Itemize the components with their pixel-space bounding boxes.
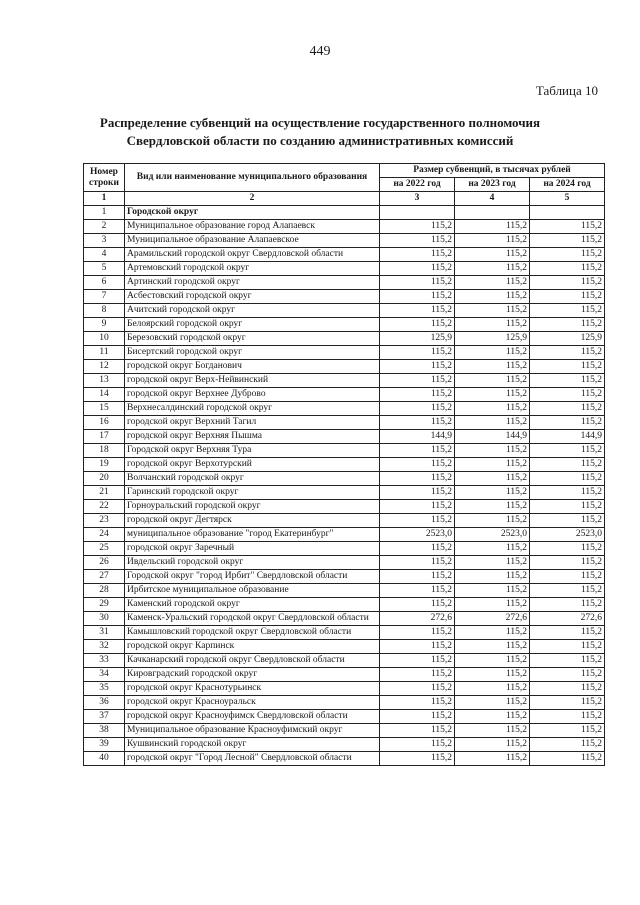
municipality-name: городской округ Верхотурский — [125, 458, 380, 472]
row-number: 20 — [84, 472, 125, 486]
municipality-name: Городской округ "город Ирбит" Свердловской области — [125, 570, 380, 584]
municipality-name: Бисертский городской округ — [125, 346, 380, 360]
table-row — [84, 528, 605, 542]
column-index: 1 — [84, 192, 125, 206]
amount-2022: 115,2 — [380, 724, 455, 738]
row-number: 40 — [84, 752, 125, 766]
amount-2022: 144,9 — [380, 430, 455, 444]
row-number: 15 — [84, 402, 125, 416]
amount-2024: 115,2 — [530, 640, 605, 654]
municipality-name: Муниципальное образование Красноуфимский округ — [125, 724, 380, 738]
municipality-name: Артемовский городской округ — [125, 262, 380, 276]
table-row — [84, 262, 605, 276]
amount-2023: 115,2 — [455, 234, 530, 248]
table-row — [84, 514, 605, 528]
amount-2022: 115,2 — [380, 738, 455, 752]
amount-2024 — [530, 206, 605, 220]
header-year-2022: на 2022 год — [380, 178, 455, 192]
amount-2022: 115,2 — [380, 472, 455, 486]
amount-2023: 115,2 — [455, 486, 530, 500]
amount-2022: 115,2 — [380, 388, 455, 402]
municipality-name: городской округ Дегтярск — [125, 514, 380, 528]
amount-2022: 115,2 — [380, 374, 455, 388]
amount-2022: 115,2 — [380, 290, 455, 304]
amount-2024: 115,2 — [530, 486, 605, 500]
amount-2024: 115,2 — [530, 360, 605, 374]
municipality-name: Каменск-Уральский городской округ Свердловской области — [125, 612, 380, 626]
amount-2022: 115,2 — [380, 752, 455, 766]
amount-2022: 115,2 — [380, 486, 455, 500]
amount-2024: 115,2 — [530, 584, 605, 598]
amount-2022: 115,2 — [380, 654, 455, 668]
table-row — [84, 444, 605, 458]
amount-2023: 115,2 — [455, 640, 530, 654]
row-number: 38 — [84, 724, 125, 738]
amount-2023: 115,2 — [455, 556, 530, 570]
amount-2023: 115,2 — [455, 346, 530, 360]
row-number: 34 — [84, 668, 125, 682]
table-row — [84, 402, 605, 416]
header-name: Вид или наименование муниципального образования — [125, 164, 380, 192]
amount-2024: 115,2 — [530, 654, 605, 668]
amount-2023: 115,2 — [455, 598, 530, 612]
amount-2022: 125,9 — [380, 332, 455, 346]
table-row — [84, 472, 605, 486]
municipality-name: Арамильский городской округ Свердловской области — [125, 248, 380, 262]
amount-2022: 115,2 — [380, 598, 455, 612]
table-row — [84, 374, 605, 388]
amount-2022: 115,2 — [380, 696, 455, 710]
amount-2024: 115,2 — [530, 402, 605, 416]
municipality-name: городской округ Богданович — [125, 360, 380, 374]
municipality-name: городской округ Верхняя Пышма — [125, 430, 380, 444]
municipality-name: Верхнесалдинский городской округ — [125, 402, 380, 416]
amount-2022: 115,2 — [380, 710, 455, 724]
row-number: 18 — [84, 444, 125, 458]
amount-2022: 115,2 — [380, 416, 455, 430]
amount-2024: 115,2 — [530, 458, 605, 472]
table-row — [84, 668, 605, 682]
amount-2023: 115,2 — [455, 220, 530, 234]
table-row — [84, 430, 605, 444]
document-title: Распределение субвенций на осуществление государственного полномочия Свердловской области по созданию административных комиссий — [99, 115, 541, 148]
amount-2024: 115,2 — [530, 374, 605, 388]
table-row — [84, 290, 605, 304]
municipality-name: городской округ Заречный — [125, 542, 380, 556]
row-number: 17 — [84, 430, 125, 444]
amount-2024: 115,2 — [530, 262, 605, 276]
municipality-name: городской округ Карпинск — [125, 640, 380, 654]
amount-2023: 115,2 — [455, 570, 530, 584]
amount-2023: 115,2 — [455, 682, 530, 696]
amount-2022: 115,2 — [380, 458, 455, 472]
table-row — [84, 318, 605, 332]
row-number: 7 — [84, 290, 125, 304]
row-number: 13 — [84, 374, 125, 388]
amount-2022: 115,2 — [380, 318, 455, 332]
amount-2024: 115,2 — [530, 724, 605, 738]
table-row — [84, 388, 605, 402]
row-number: 30 — [84, 612, 125, 626]
municipality-name: городской округ "Город Лесной" Свердловской области — [125, 752, 380, 766]
amount-2022: 115,2 — [380, 626, 455, 640]
column-index: 3 — [380, 192, 455, 206]
table-row — [84, 206, 605, 220]
column-index-row — [84, 192, 605, 206]
municipality-name: Гаринский городской округ — [125, 486, 380, 500]
table-row — [84, 556, 605, 570]
amount-2022: 115,2 — [380, 346, 455, 360]
amount-2022: 115,2 — [380, 248, 455, 262]
municipality-name: Кушвинский городской округ — [125, 738, 380, 752]
amount-2022: 115,2 — [380, 514, 455, 528]
municipality-name: городской округ Верхнее Дуброво — [125, 388, 380, 402]
row-number: 19 — [84, 458, 125, 472]
municipality-name: Асбестовский городской округ — [125, 290, 380, 304]
municipality-name: муниципальное образование "город Екатеринбург" — [125, 528, 380, 542]
amount-2023: 115,2 — [455, 542, 530, 556]
amount-2024: 115,2 — [530, 304, 605, 318]
amount-2024: 115,2 — [530, 710, 605, 724]
row-number: 16 — [84, 416, 125, 430]
amount-2022: 115,2 — [380, 570, 455, 584]
row-number: 36 — [84, 696, 125, 710]
row-number: 22 — [84, 500, 125, 514]
amount-2024: 115,2 — [530, 570, 605, 584]
municipality-name: Горноуральский городской округ — [125, 500, 380, 514]
amount-2023: 115,2 — [455, 724, 530, 738]
amount-2024: 115,2 — [530, 444, 605, 458]
amount-2023: 115,2 — [455, 290, 530, 304]
table-row — [84, 640, 605, 654]
table-row — [84, 304, 605, 318]
amount-2023: 115,2 — [455, 738, 530, 752]
table-label: Таблица 10 — [535, 83, 598, 98]
amount-2024: 115,2 — [530, 682, 605, 696]
amount-2024: 115,2 — [530, 668, 605, 682]
row-number: 32 — [84, 640, 125, 654]
subsidy-table — [83, 163, 605, 766]
amount-2024: 115,2 — [530, 220, 605, 234]
amount-2022: 115,2 — [380, 682, 455, 696]
row-number: 29 — [84, 598, 125, 612]
amount-2023: 115,2 — [455, 500, 530, 514]
table-row — [84, 612, 605, 626]
amount-2024: 125,9 — [530, 332, 605, 346]
amount-2023: 272,6 — [455, 612, 530, 626]
table-row — [84, 416, 605, 430]
municipality-name: Ивдельский городской округ — [125, 556, 380, 570]
amount-2024: 115,2 — [530, 500, 605, 514]
municipality-name: городской округ Верх-Нейвинский — [125, 374, 380, 388]
amount-2024: 115,2 — [530, 388, 605, 402]
amount-2022: 2523,0 — [380, 528, 455, 542]
amount-2024: 144,9 — [530, 430, 605, 444]
table-row — [84, 360, 605, 374]
amount-2023: 115,2 — [455, 472, 530, 486]
amount-2024: 115,2 — [530, 696, 605, 710]
table-row — [84, 626, 605, 640]
amount-2024: 115,2 — [530, 234, 605, 248]
amount-2022: 272,6 — [380, 612, 455, 626]
amount-2024: 115,2 — [530, 598, 605, 612]
header-year-2024: на 2024 год — [530, 178, 605, 192]
row-number: 1 — [84, 206, 125, 220]
row-number: 26 — [84, 556, 125, 570]
table-row — [84, 500, 605, 514]
amount-2024: 115,2 — [530, 626, 605, 640]
municipality-name: Камышловский городской округ Свердловской области — [125, 626, 380, 640]
row-number: 37 — [84, 710, 125, 724]
column-index: 5 — [530, 192, 605, 206]
table-row — [84, 696, 605, 710]
amount-2022: 115,2 — [380, 262, 455, 276]
amount-2022: 115,2 — [380, 402, 455, 416]
amount-2022: 115,2 — [380, 444, 455, 458]
table-row — [84, 752, 605, 766]
amount-2024: 115,2 — [530, 318, 605, 332]
table-row — [84, 710, 605, 724]
municipality-name: Городской округ Верхняя Тура — [125, 444, 380, 458]
municipality-name: городской округ Краснотурьинск — [125, 682, 380, 696]
amount-2023: 115,2 — [455, 402, 530, 416]
amount-2023: 115,2 — [455, 752, 530, 766]
amount-2024: 115,2 — [530, 290, 605, 304]
row-number: 8 — [84, 304, 125, 318]
amount-2023: 115,2 — [455, 710, 530, 724]
table-row — [84, 332, 605, 346]
amount-2024: 115,2 — [530, 346, 605, 360]
amount-2022: 115,2 — [380, 276, 455, 290]
amount-2023: 115,2 — [455, 668, 530, 682]
row-number: 25 — [84, 542, 125, 556]
row-number: 9 — [84, 318, 125, 332]
row-number: 33 — [84, 654, 125, 668]
table-row — [84, 584, 605, 598]
amount-2023: 115,2 — [455, 318, 530, 332]
row-number: 21 — [84, 486, 125, 500]
municipality-name: Муниципальное образование город Алапаевск — [125, 220, 380, 234]
table-row — [84, 220, 605, 234]
municipality-name: городской округ Красноуральск — [125, 696, 380, 710]
amount-2024: 115,2 — [530, 752, 605, 766]
amount-2023: 115,2 — [455, 304, 530, 318]
amount-2023: 115,2 — [455, 514, 530, 528]
table-row — [84, 738, 605, 752]
amount-2024: 115,2 — [530, 276, 605, 290]
amount-2023: 115,2 — [455, 388, 530, 402]
amount-2023: 115,2 — [455, 416, 530, 430]
municipality-name: Муниципальное образование Алапаевское — [125, 234, 380, 248]
table-row — [84, 654, 605, 668]
amount-2023: 144,9 — [455, 430, 530, 444]
row-number: 35 — [84, 682, 125, 696]
row-number: 11 — [84, 346, 125, 360]
municipality-name: Артинский городской округ — [125, 276, 380, 290]
municipality-name: Белоярский городской округ — [125, 318, 380, 332]
row-number: 39 — [84, 738, 125, 752]
amount-2022: 115,2 — [380, 360, 455, 374]
amount-2022: 115,2 — [380, 640, 455, 654]
amount-2022: 115,2 — [380, 556, 455, 570]
amount-2023: 115,2 — [455, 444, 530, 458]
amount-2022 — [380, 206, 455, 220]
table-row — [84, 682, 605, 696]
header-row — [84, 164, 605, 178]
municipality-name: городской округ Верхний Тагил — [125, 416, 380, 430]
amount-2022: 115,2 — [380, 234, 455, 248]
amount-2024: 115,2 — [530, 416, 605, 430]
row-number: 23 — [84, 514, 125, 528]
row-number: 10 — [84, 332, 125, 346]
amount-2023: 115,2 — [455, 696, 530, 710]
amount-2022: 115,2 — [380, 668, 455, 682]
amount-2023: 115,2 — [455, 262, 530, 276]
amount-2022: 115,2 — [380, 500, 455, 514]
amount-2023: 115,2 — [455, 584, 530, 598]
amount-2024: 115,2 — [530, 472, 605, 486]
table-row — [84, 724, 605, 738]
row-number: 27 — [84, 570, 125, 584]
amount-2023: 115,2 — [455, 654, 530, 668]
page-number: 449 — [309, 44, 331, 59]
amount-2023: 115,2 — [455, 276, 530, 290]
row-number: 24 — [84, 528, 125, 542]
amount-2023: 115,2 — [455, 360, 530, 374]
amount-2023: 115,2 — [455, 626, 530, 640]
municipality-name: Качканарский городской округ Свердловской области — [125, 654, 380, 668]
amount-2023: 125,9 — [455, 332, 530, 346]
header-amount: Размер субвенций, в тысячах рублей — [380, 164, 605, 178]
row-number: 12 — [84, 360, 125, 374]
amount-2023: 115,2 — [455, 374, 530, 388]
amount-2024: 115,2 — [530, 248, 605, 262]
amount-2024: 2523,0 — [530, 528, 605, 542]
table-row — [84, 458, 605, 472]
table-row — [84, 276, 605, 290]
amount-2023 — [455, 206, 530, 220]
row-number: 31 — [84, 626, 125, 640]
header-row-number: Номер строки — [84, 164, 125, 192]
column-index: 4 — [455, 192, 530, 206]
row-number: 4 — [84, 248, 125, 262]
column-index: 2 — [125, 192, 380, 206]
table-row — [84, 486, 605, 500]
row-number: 5 — [84, 262, 125, 276]
amount-2022: 115,2 — [380, 220, 455, 234]
municipality-name: Городской округ — [125, 206, 380, 220]
amount-2024: 115,2 — [530, 556, 605, 570]
table-row — [84, 598, 605, 612]
row-number: 3 — [84, 234, 125, 248]
table-row — [84, 542, 605, 556]
row-number: 28 — [84, 584, 125, 598]
municipality-name: Кировградский городской округ — [125, 668, 380, 682]
municipality-name: Волчанский городской округ — [125, 472, 380, 486]
amount-2023: 115,2 — [455, 458, 530, 472]
municipality-name: городской округ Красноуфимск Свердловской области — [125, 710, 380, 724]
header-year-2023: на 2023 год — [455, 178, 530, 192]
municipality-name: Каменский городской округ — [125, 598, 380, 612]
table-row — [84, 346, 605, 360]
municipality-name: Ачитский городской округ — [125, 304, 380, 318]
municipality-name: Ирбитское муниципальное образование — [125, 584, 380, 598]
row-number: 6 — [84, 276, 125, 290]
amount-2024: 272,6 — [530, 612, 605, 626]
amount-2023: 2523,0 — [455, 528, 530, 542]
amount-2024: 115,2 — [530, 738, 605, 752]
row-number: 14 — [84, 388, 125, 402]
table-row — [84, 570, 605, 584]
amount-2022: 115,2 — [380, 304, 455, 318]
municipality-name: Березовский городской округ — [125, 332, 380, 346]
row-number: 2 — [84, 220, 125, 234]
amount-2022: 115,2 — [380, 542, 455, 556]
amount-2023: 115,2 — [455, 248, 530, 262]
amount-2024: 115,2 — [530, 542, 605, 556]
table-row — [84, 248, 605, 262]
table-row — [84, 234, 605, 248]
amount-2024: 115,2 — [530, 514, 605, 528]
amount-2022: 115,2 — [380, 584, 455, 598]
